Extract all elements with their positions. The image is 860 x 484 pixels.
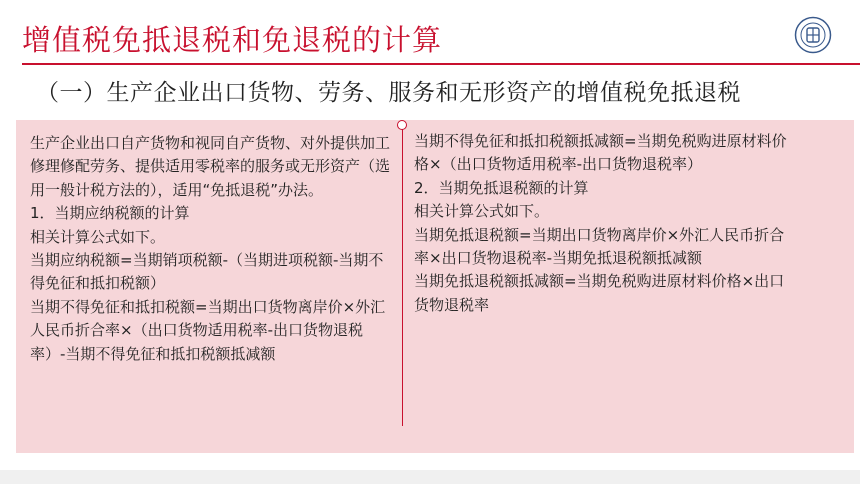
- left-paragraph-formula-intro: 相关计算公式如下。: [30, 227, 166, 246]
- left-paragraph-formula-1: 当期应纳税额=当期销项税额-（当期进项税额-当期不得免征和抵扣税额）: [30, 251, 384, 293]
- right-column: [414, 130, 794, 317]
- university-seal-icon: [794, 16, 832, 54]
- title-divider: [22, 63, 860, 65]
- right-paragraph-formula-intro: 相关计算公式如下。: [414, 202, 550, 221]
- separator-dot-icon: [397, 120, 407, 130]
- left-paragraph-intro: 生产企业出口自产货物和视同自产货物、对外提供加工修理修配劳务、提供适用零税率的服务或无形资产（选用一般计税方法的），适用“免抵退税”办法。: [30, 134, 391, 199]
- right-paragraph-heading-2: 2．当期免抵退税额的计算: [414, 178, 589, 197]
- left-paragraph-heading-1: 1．当期应纳税额的计算: [30, 204, 190, 223]
- page-title: 增值税免抵退税和免退税的计算: [22, 23, 443, 57]
- left-paragraph-formula-2: 当期不得免征和抵扣税额=当期出口货物离岸价×外汇人民币折合率×（出口货物适用税率-出口货物退税率）-当期不得免征和抵扣税额抵减额: [30, 297, 386, 363]
- right-paragraph-formula-3: 当期不得免征和抵扣税额抵减额=当期免税购进原材料价格×（出口货物适用税率-出口货物退税率）: [414, 132, 787, 174]
- footer-band: [0, 470, 860, 484]
- content-panel: [16, 120, 854, 453]
- right-paragraph-formula-5: 当期免抵退税额抵减额=当期免税购进原材料价格×出口货物退税率: [414, 272, 785, 314]
- right-paragraph-formula-4: 当期免抵退税额=当期出口货物离岸价×外汇人民币折合率×出口货物退税率-当期免抵退税额抵减额: [414, 225, 785, 268]
- column-separator: [402, 128, 403, 426]
- left-column: [30, 132, 390, 366]
- section-subtitle: （一）生产企业出口货物、劳务、服务和无形资产的增值税免抵退税: [36, 80, 741, 106]
